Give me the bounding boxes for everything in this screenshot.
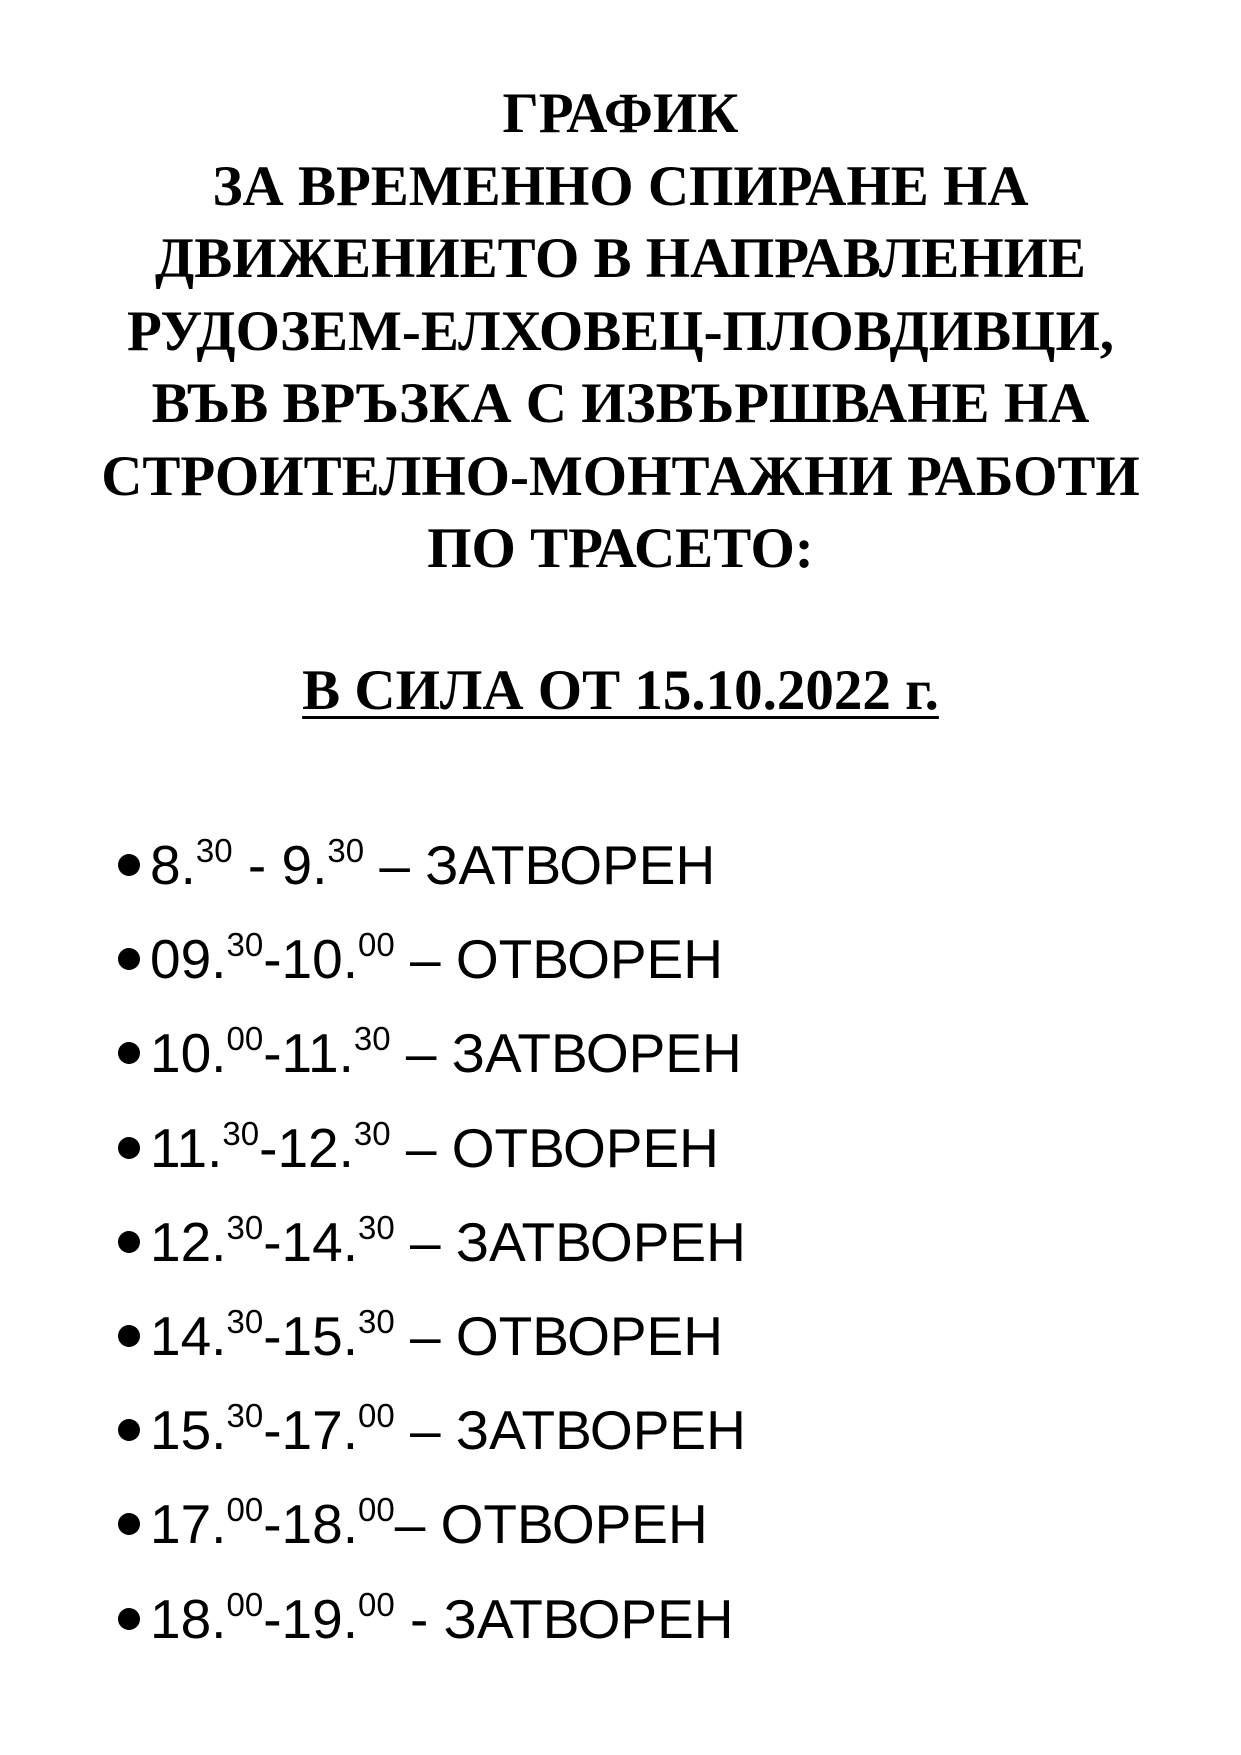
end-minutes: 30 — [357, 1208, 395, 1246]
start-hour: 09. — [150, 928, 227, 991]
schedule-item — [118, 818, 746, 912]
start-hour: 8. — [150, 834, 196, 896]
time-slot — [150, 1477, 708, 1571]
status-label: ОТВОРЕН — [451, 1116, 719, 1179]
start-minutes: 30 — [226, 1302, 264, 1340]
time-slot — [150, 1383, 746, 1477]
effective-date-heading — [0, 655, 1241, 727]
schedule-item — [118, 1383, 746, 1477]
time-slot — [150, 1572, 734, 1666]
status-label: ОТВОРЕН — [455, 1304, 723, 1367]
end-hour: 19. — [281, 1587, 358, 1650]
time-slot — [150, 912, 723, 1006]
range-separator: - — [259, 1116, 278, 1179]
status-dash: – — [394, 1304, 456, 1367]
time-slot — [150, 1006, 742, 1100]
bullet-icon — [118, 1419, 140, 1441]
time-slot — [150, 818, 715, 912]
bullet-icon — [118, 854, 140, 876]
schedule-item — [118, 1572, 746, 1666]
bullet-icon — [118, 1231, 140, 1253]
range-separator: - — [263, 1587, 282, 1650]
range-separator: - — [263, 1304, 282, 1367]
range-separator: - — [263, 1022, 282, 1085]
status-dash: – — [390, 1022, 452, 1085]
start-minutes: 00 — [226, 1491, 264, 1529]
title-line: ПО ТРАСЕТО: — [427, 517, 814, 580]
bullet-icon — [118, 1513, 140, 1535]
status-label: ОТВОРЕН — [455, 928, 723, 991]
title-line: ГРАФИК — [502, 82, 739, 145]
bullet-icon — [118, 1042, 140, 1064]
bullet-icon — [118, 1608, 140, 1630]
start-minutes: 30 — [226, 1397, 264, 1435]
end-minutes: 30 — [353, 1114, 391, 1152]
title-line: ЗА ВРЕМЕННО СПИРАНЕ НА — [212, 154, 1029, 218]
schedule-item — [118, 1006, 746, 1100]
end-minutes: 30 — [353, 1020, 391, 1058]
status-dash: – — [364, 834, 426, 896]
title-line: РУДОЗЕМ-ЕЛХОВЕЦ-ПЛОВДИВЦИ, — [126, 299, 1115, 363]
schedule-item — [118, 1289, 746, 1383]
status-dash: - — [394, 1587, 444, 1650]
status-label: ЗАТВОРЕН — [425, 834, 716, 896]
end-minutes: 30 — [327, 832, 365, 869]
status-dash: – — [394, 1210, 456, 1273]
end-minutes: 00 — [357, 926, 395, 964]
range-separator: - — [263, 1399, 282, 1462]
bullet-icon — [118, 1137, 140, 1159]
status-label: ЗАТВОРЕН — [443, 1587, 734, 1650]
title-line: ДВИЖЕНИЕТО В НАПРАВЛЕНИЕ — [155, 227, 1086, 290]
range-separator: - — [263, 928, 282, 991]
schedule-item — [118, 1195, 746, 1289]
start-minutes: 30 — [195, 832, 233, 869]
start-minutes: 00 — [226, 1020, 264, 1058]
end-minutes: 00 — [357, 1491, 395, 1529]
end-hour: 14. — [281, 1210, 358, 1273]
start-hour: 11. — [150, 1116, 223, 1179]
status-dash: – — [394, 1399, 456, 1462]
range-separator: - — [263, 1210, 282, 1273]
status-label: ЗАТВОРЕН — [455, 1210, 746, 1273]
start-hour: 12. — [150, 1210, 227, 1273]
time-slot — [150, 1289, 723, 1383]
time-slot — [150, 1101, 719, 1195]
start-hour: 15. — [150, 1399, 227, 1462]
end-minutes: 00 — [357, 1397, 395, 1435]
schedule-item — [118, 912, 746, 1006]
status-label: ОТВОРЕН — [440, 1493, 708, 1556]
end-hour: 17. — [281, 1399, 358, 1462]
bullet-icon — [118, 1325, 140, 1347]
end-hour: 18. — [281, 1493, 358, 1556]
schedule-list — [118, 818, 746, 1666]
start-minutes: 30 — [222, 1114, 260, 1152]
document-title — [0, 78, 1241, 586]
bullet-icon — [118, 948, 140, 970]
start-hour: 10. — [150, 1022, 227, 1085]
end-minutes: 00 — [357, 1585, 395, 1623]
start-minutes: 30 — [226, 1208, 264, 1246]
title-line: СТРОИТЕЛНО-МОНТАЖНИ РАБОТИ — [101, 444, 1140, 508]
end-hour: 15. — [281, 1304, 358, 1367]
start-minutes: 30 — [226, 926, 264, 964]
end-hour: 9. — [281, 834, 328, 896]
start-hour: 14. — [150, 1304, 227, 1367]
title-line: ВЪВ ВРЪЗКА С ИЗВЪРШВАНЕ НА — [151, 372, 1090, 435]
status-dash: – — [394, 1493, 441, 1556]
start-minutes: 00 — [226, 1585, 264, 1623]
end-hour: 10. — [281, 928, 358, 991]
schedule-item — [118, 1477, 746, 1571]
end-hour: 12. — [277, 1116, 354, 1179]
end-minutes: 30 — [357, 1302, 395, 1340]
range-separator: - — [232, 834, 282, 896]
range-separator: - — [263, 1493, 282, 1556]
effective-date: В СИЛА ОТ 15.10.2022 г. — [302, 659, 939, 722]
status-label: ЗАТВОРЕН — [455, 1399, 746, 1462]
status-dash: – — [390, 1116, 452, 1179]
schedule-item — [118, 1101, 746, 1195]
status-dash: – — [394, 928, 456, 991]
status-label: ЗАТВОРЕН — [451, 1022, 742, 1085]
start-hour: 17. — [150, 1493, 227, 1556]
end-hour: 11. — [281, 1022, 354, 1085]
time-slot — [150, 1195, 746, 1289]
start-hour: 18. — [150, 1587, 227, 1650]
